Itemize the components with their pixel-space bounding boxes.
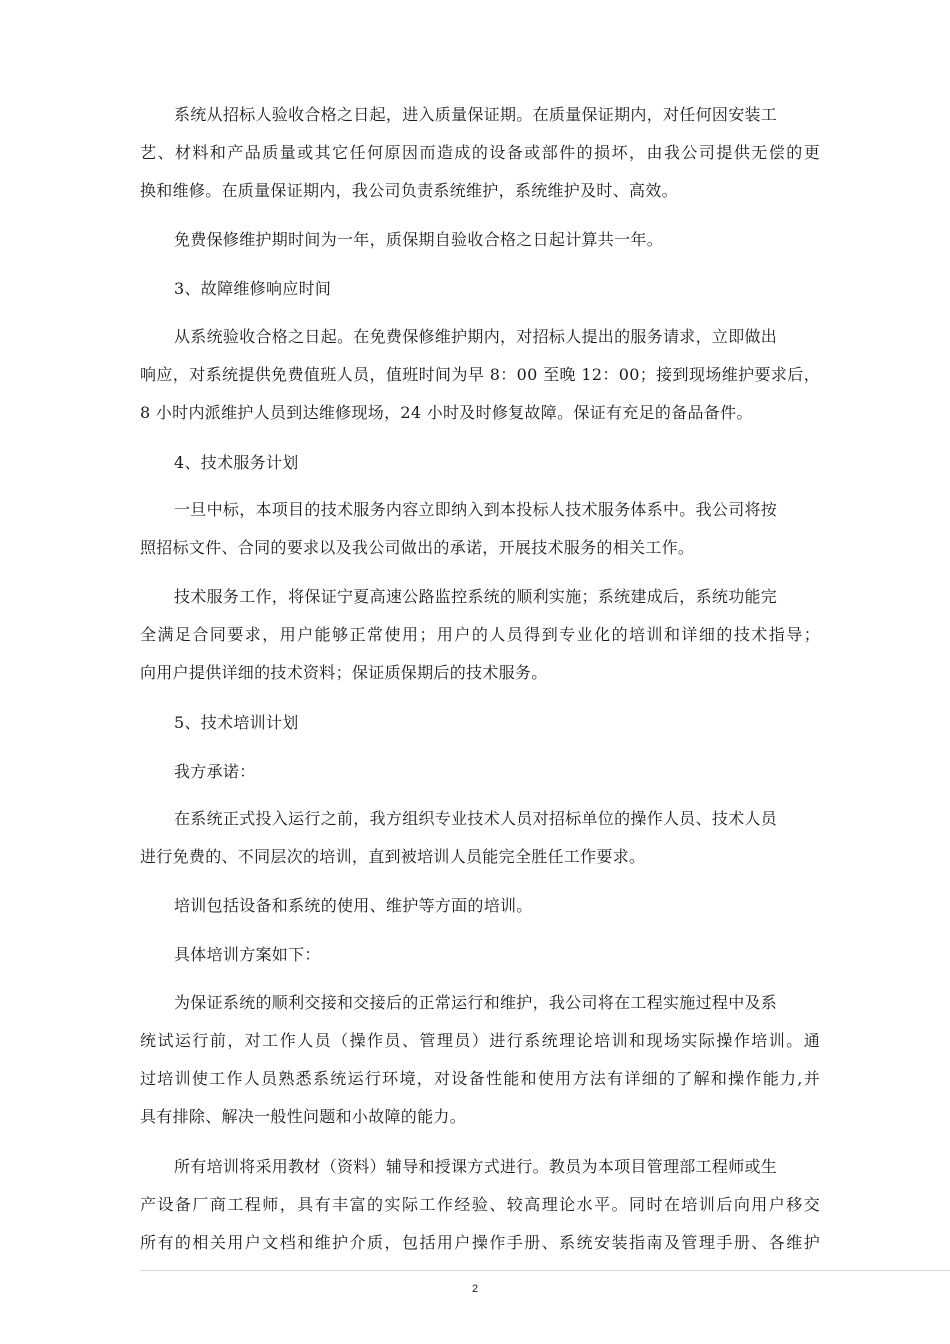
footer-divider	[140, 1270, 950, 1271]
text-line: 所有的相关用户文档和维护介质，包括用户操作手册、系统安装指南及管理手册、各维护	[140, 1233, 820, 1252]
text-line: 从系统验收合格之日起。在免费保修维护期内，对招标人提出的服务请求，立即做出	[174, 327, 778, 346]
text-line: 技术服务工作，将保证宁夏高速公路监控系统的顺利实施；系统建成后，系统功能完	[174, 587, 778, 606]
text-line: 艺、材料和产品质量或其它任何原因而造成的设备或部件的损坏，由我公司提供无偿的更	[140, 143, 820, 162]
text-line: 统试运行前，对工作人员（操作员、管理员）进行系统理论培训和现场实际操作培训。通	[140, 1031, 820, 1050]
text-line: 全满足合同要求，用户能够正常使用；用户的人员得到专业化的培训和详细的技术指导；	[140, 625, 820, 644]
page-number: 2	[471, 1283, 479, 1295]
text-line: 系统从招标人验收合格之日起，进入质量保证期。在质量保证期内，对任何因安装工	[174, 105, 778, 124]
text-line: 具有排除、解决一般性问题和小故障的能力。	[140, 1107, 467, 1126]
text-line: 换和维修。在质量保证期内，我公司负责系统维护，系统维护及时、高效。	[140, 181, 678, 200]
heading-text: 3、故障维修响应时间	[174, 279, 332, 298]
text-line: 向用户提供详细的技术资料；保证质保期后的技术服务。	[140, 663, 548, 682]
text-line: 响应，对系统提供免费值班人员，值班时间为早 8：00 至晚 12：00；接到现场维护要求后，	[140, 365, 820, 384]
text-line: 过培训使工作人员熟悉系统运行环境，对设备性能和使用方法有详细的了解和操作能力,并	[140, 1069, 820, 1088]
text-line: 我方承诺：	[174, 762, 256, 781]
heading-text: 4、技术服务计划	[174, 453, 299, 472]
text-line: 具体培训方案如下：	[174, 945, 321, 964]
text-line: 产设备厂商工程师，具有丰富的实际工作经验、较高理论水平。同时在培训后向用户移交	[140, 1195, 820, 1214]
text-line: 为保证系统的顺利交接和交接后的正常运行和维护，我公司将在工程实施过程中及系	[174, 993, 778, 1012]
text-line: 照招标文件、合同的要求以及我公司做出的承诺，开展技术服务的相关工作。	[140, 538, 695, 557]
heading-text: 5、技术培训计划	[174, 713, 299, 732]
text-line: 在系统正式投入运行之前，我方组织专业技术人员对招标单位的操作人员、技术人员	[174, 809, 778, 828]
text-line: 所有培训将采用教材（资料）辅导和授课方式进行。教员为本项目管理部工程师或生	[174, 1157, 778, 1176]
text-line: 免费保修维护期时间为一年，质保期自验收合格之日起计算共一年。	[174, 230, 664, 249]
text-line: 8 小时内派维护人员到达维修现场，24 小时及时修复故障。保证有充足的备品备件。	[140, 403, 753, 422]
text-line: 培训包括设备和系统的使用、维护等方面的培训。	[174, 896, 533, 915]
text-line: 一旦中标，本项目的技术服务内容立即纳入到本投标人技术服务体系中。我公司将按	[174, 500, 778, 519]
text-line: 进行免费的、不同层次的培训，直到被培训人员能完全胜任工作要求。	[140, 847, 646, 866]
